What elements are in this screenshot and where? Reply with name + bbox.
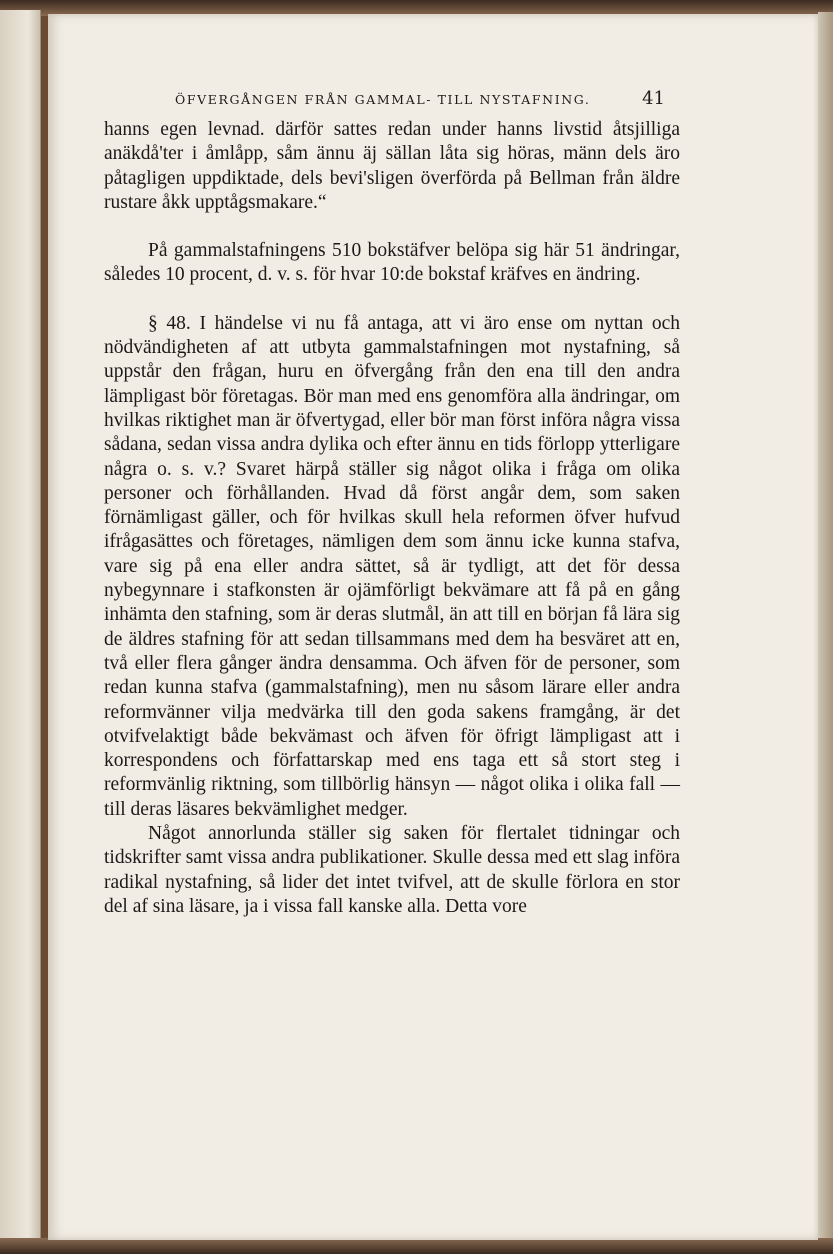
page-stack-edge xyxy=(818,12,833,1242)
book-binding-bottom xyxy=(0,1238,833,1254)
facing-page-edge xyxy=(0,10,41,1242)
paragraph-1: hanns egen levnad. därför sattes redan under hanns livstid åtsjilliga anäkdå'ter i åmlåpp, såm ännu äj sällan låta sig höras, männ dels äro påtagligen uppdiktade, dels bevi'sligen överförda på Bellman från äldre rustare åkk upptågsmakare.“ xyxy=(104,119,680,213)
running-head-title: ÖFVERGÅNGEN FRÅN GAMMAL- TILL NYSTAFNING. xyxy=(175,92,591,107)
page-number: 41 xyxy=(642,88,665,109)
paragraph-4: Något annorlunda ställer sig saken för flertalet tidningar och tidskrifter samt vissa andra publikationer. Skulle dessa med ett slag införa radikal nystafning, så lider det intet tvifvel, att de skulle förlora en stor del af sina läsare, ja i vissa fall kanske alla. Detta vore xyxy=(104,823,680,917)
paragraph-section-48: § 48. I händelse vi nu få antaga, att vi äro ense om nyttan och nödvändigheten af att utbyta gammalstafningen mot nystafning, så uppstår den frågan, huru en öfvergång från den ena till den andra lämpligast bör företagas. Bör man med ens genomföra alla ändringar, om hvilkas riktighet man är öfvertygad, eller bör man först införa några vissa sådana, sedan vissa andra dylika och efter ännu en tids förlopp ytterligare några o. s. v.? Svaret härpå ställer sig något olika i fråga om olika personer och förhållanden. Hvad då först angår dem, som saken förnämligast gäller, och för hvilkas skull hela reformen öfver hufvud ifrågasättes och företages, nämligen dem som ännu icke kunna stafva, vare sig på ena eller andra sättet, så är tydligt, att det för dessa nybegynnare i stafkonsten är ojämförligt bekvämare att få på en gång inhämta den stafning, som är deras slutmål, än att till en början få lära sig de äldres stafning för att sedan tillsammans med dem ha besväret att en, två eller flera gånger ändra densamma. Och äfven för de personer, som redan kunna stafva (gammalstafning), men nu såsom lärare eller andra reformvänner vilja medvärka till den goda sakens framgång, är det otvifvelaktigt både bekvämast och äfven för öfrigt lämpligast att i korrespondens och författarskap med ens taga ett så stort steg i reformvänlig riktning, som tillbörlig hänsyn — något olika i olika fall — till deras läsares bekvämlighet medger. xyxy=(104,312,680,820)
running-head xyxy=(175,88,665,112)
body-text xyxy=(104,118,680,919)
paragraph-2: På gammalstafningens 510 bokstäfver belöpa sig här 51 ändringar, således 10 procent, d. v. s. för hvar 10:de bokstaf kräfves en ändring. xyxy=(104,240,680,286)
